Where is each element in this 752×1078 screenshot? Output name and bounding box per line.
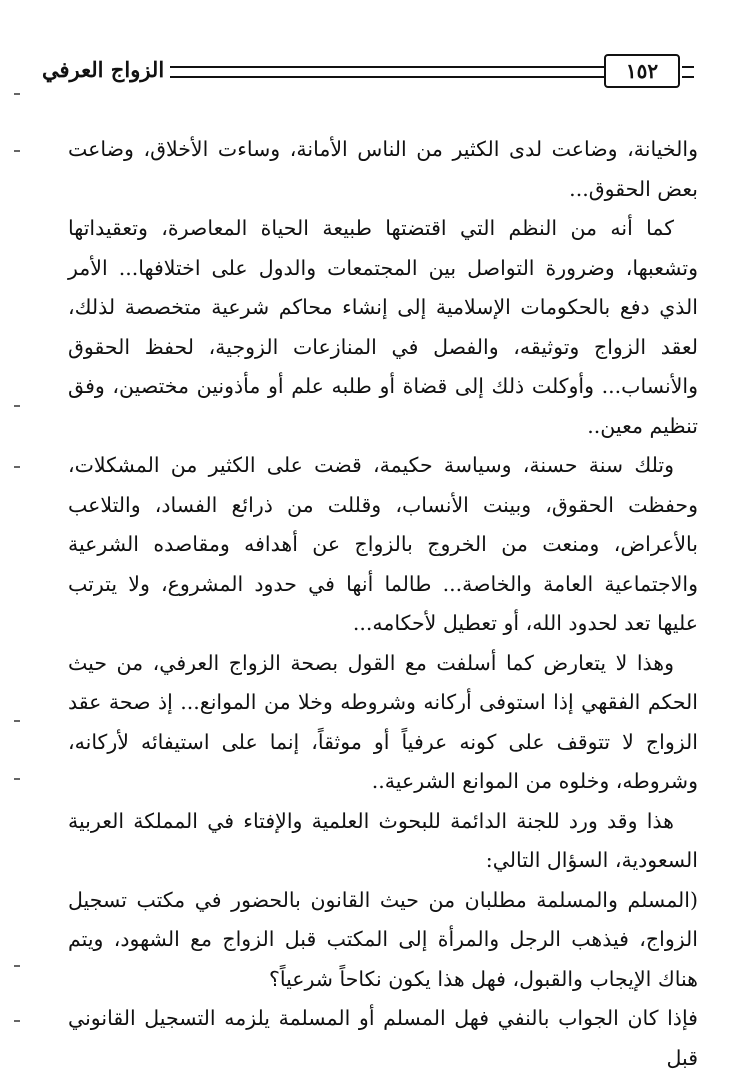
margin-mark: [14, 93, 20, 95]
paragraph: (المسلم والمسلمة مطلبان من حيث القانون بالحضور في مكتب تسجيل الزواج، فيذهب الرجل والمرأة إلى المكتب قبل الزواج مع الشهود، ويتم هناك الإيجاب والقبول، فهل هذا يكون نكاحاً شرعياً؟: [68, 887, 698, 991]
margin-mark: [14, 720, 20, 722]
paragraph: فإذا كان الجواب بالنفي فهل المسلم أو المسلمة يلزمه التسجيل القانوني قبل: [68, 1006, 698, 1070]
margin-mark: [14, 778, 20, 780]
margin-mark: [14, 150, 20, 152]
margin-mark: [14, 965, 20, 967]
margin-mark: [14, 405, 20, 407]
paragraph: وتلك سنة حسنة، وسياسة حكيمة، قضت على الكثير من المشكلات، وحفظت الحقوق، وبينت الأنساب، وقللت من ذرائع الفساد، والتلاعب بالأعراض، ومنعت من الخروج بالزواج عن أهدافه ومقاصده الشرعية والاجتماعية العامة والخاصة... طالما أنها في حدود المشروع، ولا يترتب عليها تعد لحدود الله، أو تعطيل لأحكامه...: [68, 453, 698, 635]
page-number: ١٥٢: [604, 54, 680, 88]
header-rule: [170, 66, 606, 78]
body-text: [68, 130, 698, 1078]
paragraph: كما أنه من النظم التي اقتضتها طبيعة الحياة المعاصرة، وتعقيداتها وتشعبها، وضرورة التواصل بين المجتمعات والدول على اختلافها... الأمر الذي دفع بالحكومات الإسلامية إلى إنشاء محاكم شرعية متخصصة لذلك، لعقد الزواج وتوثيقه، والفصل في المنازعات الزوجية، لحفظ الحقوق والأنساب... وأوكلت ذلك إلى قضاة أو طلبه علم أو مأذونين مختصين، وفق تنظيم معين..: [68, 216, 698, 438]
running-title: الزواج العرفي: [42, 57, 165, 82]
paragraph: هذا وقد ورد للجنة الدائمة للبحوث العلمية والإفتاء في المملكة العربية السعودية، السؤال التالي:: [68, 808, 698, 872]
paragraph: والخيانة، وضاعت لدى الكثير من الناس الأمانة، وساءت الأخلاق، وضاعت بعض الحقوق...: [68, 137, 698, 201]
paragraph: وهذا لا يتعارض كما أسلفت مع القول بصحة الزواج العرفي، من حيث الحكم الفقهي إذا استوفى أركانه وشروطه وخلا من الموانع... إذ صحة عقد الزواج لا تتوقف على كونه عرفياً أو موثقاً، إنما على استيفائه لأركانه، وشروطه، وخلوه من الموانع الشرعية..: [68, 650, 698, 793]
margin-mark: [14, 466, 20, 468]
header-rule-end: [682, 66, 694, 78]
margin-mark: [14, 1020, 20, 1022]
running-header: [42, 52, 694, 92]
